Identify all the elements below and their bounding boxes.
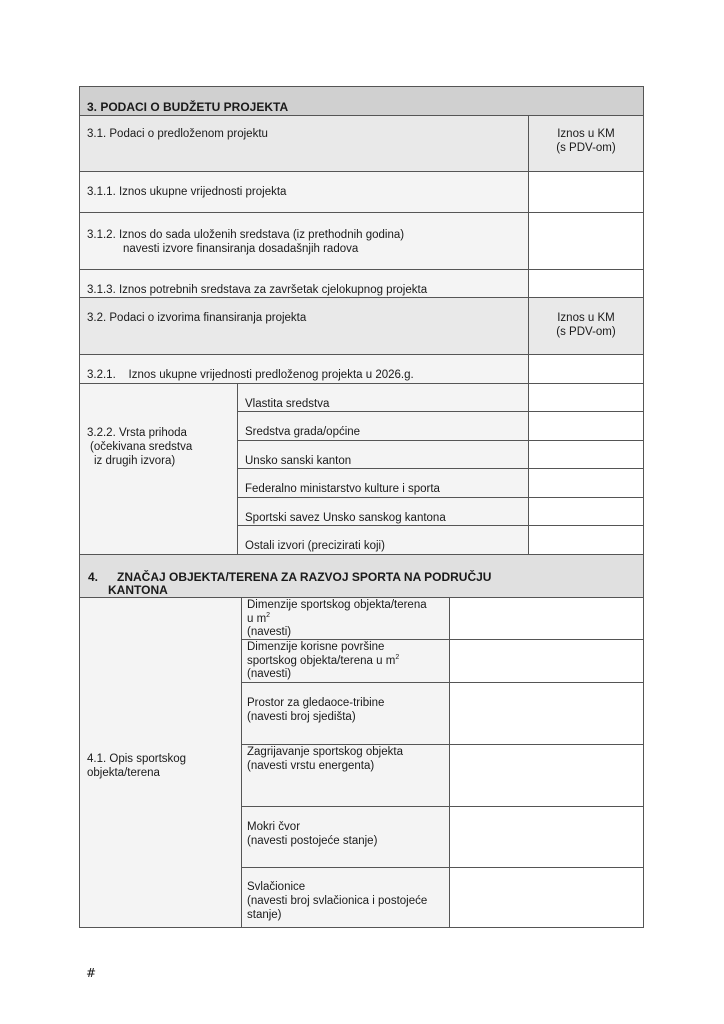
income-source-label: Unsko sanski kanton xyxy=(245,455,352,467)
section-4-title-line2: KANTONA xyxy=(108,583,168,597)
income-source-label-cell xyxy=(237,525,529,555)
facility-attribute-line3: (navesti) xyxy=(247,626,292,638)
income-source-label: Sredstva grada/općine xyxy=(245,426,361,438)
facility-attribute-label-cell xyxy=(241,597,450,640)
row-3-1-1-label-cell xyxy=(79,171,529,213)
facility-attribute-input[interactable] xyxy=(449,682,644,745)
facility-attribute-input[interactable] xyxy=(449,639,644,683)
income-source-label: Sportski savez Unsko sanskog kantona xyxy=(245,512,446,524)
facility-attribute-label-cell xyxy=(241,682,450,745)
row-3-2-2-label-line1: 3.2.2. Vrsta prihoda xyxy=(87,427,187,439)
row-3-1-2-label-line2: navesti izvore finansiranja dosadašnjih radova xyxy=(123,243,359,255)
subsection-3-2-label-cell xyxy=(79,297,529,355)
income-source-label-cell xyxy=(237,468,529,498)
row-3-1-2-label-cell xyxy=(79,212,529,270)
income-source-label: Vlastita sredstva xyxy=(245,398,330,410)
unit-text: u m xyxy=(247,613,267,625)
facility-attribute-label-cell xyxy=(241,639,450,683)
subsection-3-1-amount-header xyxy=(528,115,644,172)
facility-attribute-line1: Dimenzije korisne površine xyxy=(247,641,385,653)
section-4-header xyxy=(79,554,644,598)
row-3-1-1-amount-input[interactable] xyxy=(528,171,644,213)
subsection-3-2-label: 3.2. Podaci o izvorima finansiranja projekta xyxy=(87,312,307,324)
income-source-amount-input[interactable] xyxy=(528,411,644,441)
facility-attribute-line2: (navesti postojeće stanje) xyxy=(247,835,378,847)
facility-attribute-line1: Mokri čvor xyxy=(247,821,301,833)
income-source-label-cell xyxy=(237,497,529,526)
section-3-title: 3. PODACI O BUDŽETU PROJEKTA xyxy=(87,100,289,114)
row-3-2-2-label-line3: iz drugih izvora) xyxy=(94,455,176,467)
row-3-2-1-label: 3.2.1. Iznos ukupne vrijednosti predloženog projekta u 2026.g. xyxy=(87,369,414,381)
income-source-label-cell xyxy=(237,440,529,469)
facility-attribute-line3: (navesti) xyxy=(247,668,292,680)
facility-attribute-input[interactable] xyxy=(449,806,644,868)
row-3-2-2-label-cell xyxy=(79,383,238,555)
row-3-1-3-label: 3.1.3. Iznos potrebnih sredstava za završetak cjelokupnog projekta xyxy=(87,284,428,296)
facility-attribute-input[interactable] xyxy=(449,597,644,640)
income-source-label-cell xyxy=(237,383,529,412)
row-3-1-1-label: 3.1.1. Iznos ukupne vrijednosti projekta xyxy=(87,186,287,198)
facility-attribute-line1: Svlačionice xyxy=(247,881,306,893)
income-source-label-cell xyxy=(237,411,529,441)
row-4-1-label-cell xyxy=(79,597,242,928)
page-marker: # xyxy=(86,966,97,980)
row-3-1-2-amount-input[interactable] xyxy=(528,212,644,270)
income-source-amount-input[interactable] xyxy=(528,440,644,469)
amount-header-line2: (s PDV-om) xyxy=(556,325,616,338)
facility-attribute-input[interactable] xyxy=(449,744,644,807)
superscript: 2 xyxy=(266,612,271,620)
row-3-1-2-label-line1: 3.1.2. Iznos do sada uloženih sredstava (iz prethodnih godina) xyxy=(87,229,405,241)
row-3-2-1-amount-input[interactable] xyxy=(528,354,644,384)
row-3-2-1-label-cell xyxy=(79,354,529,384)
row-4-1-label-line1: 4.1. Opis sportskog xyxy=(87,753,187,765)
income-source-amount-input[interactable] xyxy=(528,525,644,555)
subsection-3-1-label: 3.1. Podaci o predloženom projektu xyxy=(87,128,268,140)
amount-header-line1: Iznos u KM xyxy=(557,128,615,140)
facility-attribute-line2: (navesti vrstu energenta) xyxy=(247,760,375,772)
amount-header-line2: (s PDV-om) xyxy=(556,141,616,154)
facility-attribute-label-cell xyxy=(241,806,450,868)
superscript: 2 xyxy=(395,654,400,662)
unit-text: sportskog objekta/terena u m xyxy=(247,655,396,667)
section-4-number: 4. xyxy=(88,570,99,584)
facility-attribute-label-cell xyxy=(241,744,450,807)
section-3-header xyxy=(79,86,644,116)
facility-attribute-input[interactable] xyxy=(449,867,644,928)
row-3-1-3-label-cell xyxy=(79,269,529,298)
row-4-1-label-line2: objekta/terena xyxy=(87,767,160,779)
subsection-3-1-label-cell xyxy=(79,115,529,172)
facility-attribute-line2: (navesti broj sjedišta) xyxy=(247,711,356,723)
facility-attribute-label-cell xyxy=(241,867,450,928)
income-source-amount-input[interactable] xyxy=(528,497,644,526)
facility-attribute-line1: Dimenzije sportskog objekta/terena xyxy=(247,599,427,611)
facility-attribute-line2 xyxy=(247,613,270,627)
facility-attribute-line2 xyxy=(247,655,399,669)
row-3-1-3-amount-input[interactable] xyxy=(528,269,644,298)
facility-attribute-line3: stanje) xyxy=(247,909,282,921)
amount-header-line1: Iznos u KM xyxy=(557,312,615,324)
facility-attribute-line1: Zagrijavanje sportskog objekta xyxy=(247,746,403,758)
income-source-label: Ostali izvori (precizirati koji) xyxy=(245,540,385,552)
facility-attribute-line1: Prostor za gledaoce-tribine xyxy=(247,697,385,709)
income-source-label: Federalno ministarstvo kulture i sporta xyxy=(245,483,440,495)
subsection-3-2-amount-header xyxy=(528,297,644,355)
row-3-2-2-label-line2: (očekivana sredstva xyxy=(90,441,193,453)
section-4-title-line1: ZNAČAJ OBJEKTA/TERENA ZA RAZVOJ SPORTA NA PODRUČJU xyxy=(117,570,492,584)
income-source-amount-input[interactable] xyxy=(528,468,644,498)
facility-attribute-line2: (navesti broj svlačionica i postojeće xyxy=(247,895,428,907)
income-source-amount-input[interactable] xyxy=(528,383,644,412)
